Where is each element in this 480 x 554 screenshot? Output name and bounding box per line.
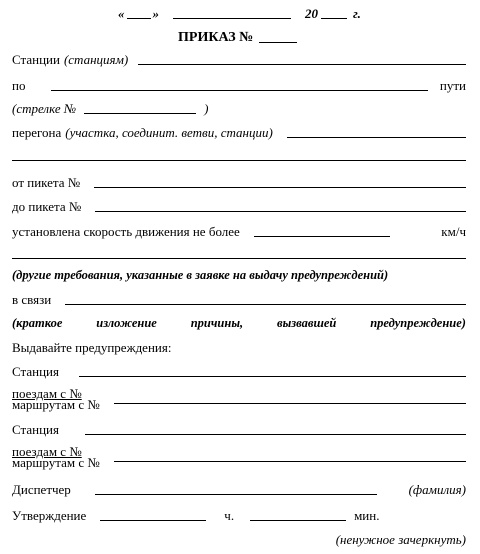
year-field[interactable] xyxy=(321,18,347,19)
trains-routes2-field[interactable] xyxy=(114,461,466,462)
section-continuation-row xyxy=(12,150,466,164)
approval-row xyxy=(12,508,379,524)
other-requirements-hint-row xyxy=(12,268,466,283)
dispatcher-label: Диспетчер xyxy=(12,482,71,497)
section-row xyxy=(12,125,466,141)
trains2-label: поездам с № xyxy=(12,444,82,459)
date-line xyxy=(118,6,361,22)
routes-label: маршрутам с № xyxy=(12,397,100,412)
speed-label: установлена скорость движения не более xyxy=(12,224,240,239)
section-hint: (участка, соединит. ветви, станции) xyxy=(65,125,273,140)
issue-warnings-label: Выдавайте предупреждения: xyxy=(12,340,172,355)
station2-label: Станция xyxy=(12,364,59,379)
month-field[interactable] xyxy=(173,18,291,19)
section-continuation-field[interactable] xyxy=(12,160,466,161)
reason-hint-row xyxy=(12,316,466,331)
to-picket-field[interactable] xyxy=(95,211,466,212)
issue-warnings-row xyxy=(12,340,466,356)
reason-hint-word: изложение xyxy=(96,316,157,330)
quote-open: « xyxy=(118,6,125,21)
reason-hint-word: вызвавшей xyxy=(276,316,337,330)
title-row xyxy=(178,30,297,46)
year-suffix: г. xyxy=(353,6,361,21)
track-label: пути xyxy=(439,78,466,93)
trains-routes2-labels xyxy=(12,446,100,468)
surname-hint: (фамилия) xyxy=(408,482,466,497)
from-picket-field[interactable] xyxy=(94,187,466,188)
switch-number-field[interactable] xyxy=(84,113,196,114)
reason-hint xyxy=(12,316,466,331)
hours-label: ч. xyxy=(224,508,235,523)
station3-label: Станция xyxy=(12,422,59,437)
from-picket-label: от пикета № xyxy=(12,175,81,190)
track-field[interactable] xyxy=(51,90,427,91)
dispatcher-row xyxy=(12,482,466,498)
approval-label: Утверждение xyxy=(12,508,87,523)
reason-hint-word: предупреждение) xyxy=(370,316,466,330)
switch-row xyxy=(12,101,208,117)
station-label: Станции xyxy=(12,52,60,67)
speed-row xyxy=(12,224,466,240)
routes2-label: маршрутам с № xyxy=(12,455,100,470)
minutes-field[interactable] xyxy=(250,520,346,521)
station-field[interactable] xyxy=(138,64,466,65)
station3-row xyxy=(12,422,466,438)
strike-hint: (ненужное зачеркнуть) xyxy=(335,532,466,547)
minutes-label: мин. xyxy=(354,508,380,523)
speed-unit: км/ч xyxy=(441,224,466,239)
other-requirements-hint: (другие требования, указанные в заявке на выдачу предупреждений) xyxy=(12,268,389,282)
from-picket-row xyxy=(12,175,466,191)
other-requirements-field[interactable] xyxy=(12,258,466,259)
hours-field[interactable] xyxy=(100,520,206,521)
trains-label: поездам с № xyxy=(12,386,82,401)
trains-routes-field[interactable] xyxy=(114,403,466,404)
other-requirements-line-row xyxy=(12,248,466,262)
reason-row xyxy=(12,292,466,308)
switch-hint-open: (стрелке № xyxy=(12,101,77,116)
track-row xyxy=(12,78,466,94)
station2-field[interactable] xyxy=(79,376,466,377)
strike-hint-row xyxy=(12,532,466,548)
section-field[interactable] xyxy=(287,137,466,138)
due-label: в связи xyxy=(12,292,52,307)
station2-row xyxy=(12,364,466,380)
station-row xyxy=(12,52,466,68)
trains-routes-labels xyxy=(12,388,100,410)
station-hint: (станциям) xyxy=(63,52,129,67)
trains-routes-row xyxy=(12,388,466,410)
switch-hint-close: ) xyxy=(204,101,209,116)
reason-field[interactable] xyxy=(65,304,466,305)
to-picket-row xyxy=(12,199,466,215)
day-field[interactable] xyxy=(127,18,151,19)
section-label: перегона xyxy=(12,125,62,140)
by-label: по xyxy=(12,78,26,93)
to-picket-label: до пикета № xyxy=(12,199,82,214)
dispatcher-field[interactable] xyxy=(95,494,377,495)
quote-close: » xyxy=(152,6,159,21)
order-number-field[interactable] xyxy=(259,42,297,43)
reason-hint-word: (краткое xyxy=(12,316,63,330)
station3-field[interactable] xyxy=(85,434,466,435)
speed-field[interactable] xyxy=(254,236,390,237)
reason-hint-word: причины, xyxy=(190,316,244,330)
page-title: ПРИКАЗ № xyxy=(178,30,254,45)
century-label: 20 xyxy=(305,6,318,21)
trains-routes2-row xyxy=(12,446,466,468)
